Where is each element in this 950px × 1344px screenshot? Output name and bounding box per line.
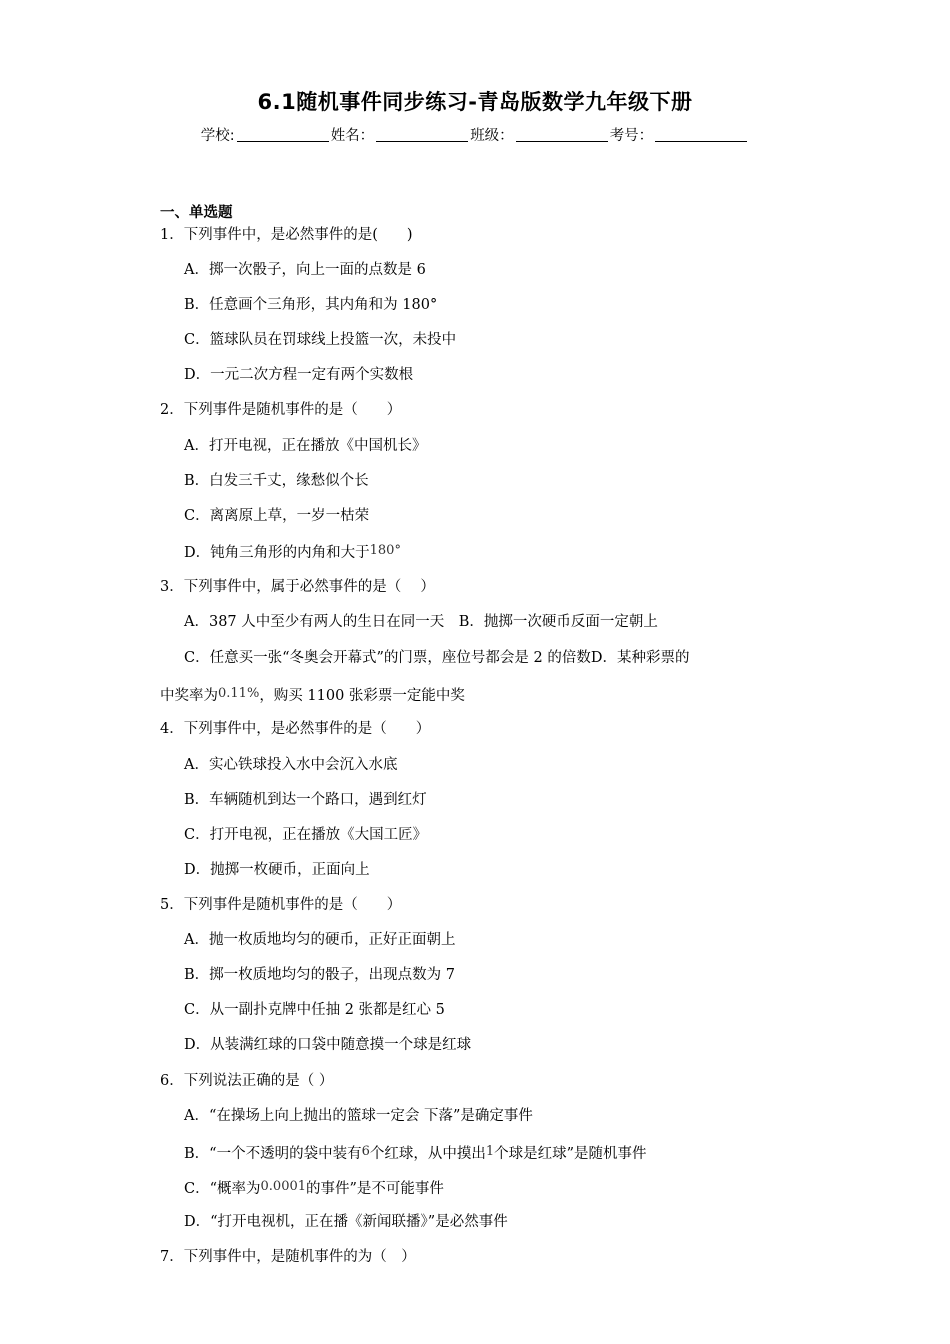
page-title: 6.1随机事件同步练习-青岛版数学九年级下册 <box>257 90 693 114</box>
name-blank[interactable] <box>376 127 468 142</box>
question-5-option-a: A．抛一枚质地均匀的硬币，正好正面朝上 <box>184 932 456 948</box>
question-6-option-c <box>184 1177 444 1199</box>
question-4-option-d: D．抛掷一枚硬币，正面向上 <box>184 862 370 878</box>
number-blank[interactable] <box>655 127 747 142</box>
question-6-option-c-post: 的事件”是不可能事件 <box>306 1181 444 1197</box>
question-2-option-a: A．打开电视，正在播放《中国机长》 <box>184 438 427 454</box>
question-2-stem: 2．下列事件是随机事件的是（ ） <box>160 402 402 418</box>
name-label: 姓名： <box>330 128 375 144</box>
question-6-option-b-mid: 个红球，从中摸出 <box>369 1146 486 1162</box>
class-label: 班级： <box>470 128 514 144</box>
question-1-option-d: D．一元二次方程一定有两个实数根 <box>184 367 414 383</box>
school-label: 学校: <box>200 128 235 144</box>
question-6-option-b-pre: B．“一个不透明的袋中装有 <box>184 1146 362 1162</box>
class-blank[interactable] <box>516 127 608 142</box>
question-3-option-d-cont <box>160 684 465 706</box>
question-6-option-b <box>184 1142 647 1164</box>
question-6-option-b-post: 个球是红球”是随机事件 <box>494 1146 647 1162</box>
student-info-line <box>0 124 950 145</box>
question-7-stem: 7．下列事件中，是随机事件的为（ ） <box>160 1249 416 1265</box>
question-4-option-c: C．打开电视，正在播放《大国工匠》 <box>184 827 428 843</box>
question-5-option-b: B．掷一枚质地均匀的骰子，出现点数为 7 <box>184 967 455 983</box>
question-5-stem: 5．下列事件是随机事件的是（ ） <box>160 897 402 913</box>
question-1-option-c: C．篮球队员在罚球线上投篮一次，未投中 <box>184 332 457 348</box>
question-1-stem: 1．下列事件中，是必然事件的是( ) <box>160 227 413 243</box>
question-3-stem: 3．下列事件中，属于必然事件的是（ ） <box>160 579 435 595</box>
question-5-option-c: C．从一副扑克牌中任抽 2 张都是红心 5 <box>184 1002 445 1018</box>
question-3-line3-pre: 中奖率为 <box>160 688 218 704</box>
question-2-option-d-text: D．钝角三角形的内角和大于 <box>184 545 370 561</box>
section-heading: 一、单选题 <box>160 205 233 221</box>
question-1-option-a: A．掷一次骰子，向上一面的点数是 6 <box>184 262 426 278</box>
question-4-option-a: A．实心铁球投入水中会沉入水底 <box>184 757 398 773</box>
question-2-option-c: C．离离原上草，一岁一枯荣 <box>184 508 370 524</box>
question-6-option-d: D．“打开电视机，正在播《新闻联播》”是必然事件 <box>184 1214 508 1230</box>
question-6-option-c-pre: C．“概率为 <box>184 1181 261 1197</box>
question-6-stem: 6．下列说法正确的是（ ） <box>160 1073 334 1089</box>
question-5-option-d: D．从装满红球的口袋中随意摸一个球是红球 <box>184 1037 472 1053</box>
question-1-option-b: B．任意画个三角形，其内角和为 180° <box>184 297 438 313</box>
question-3-line3-post: ，购买 1100 张彩票一定能中奖 <box>259 688 465 704</box>
school-blank[interactable] <box>237 127 329 142</box>
question-4-stem: 4．下列事件中，是必然事件的是（ ） <box>160 721 431 737</box>
question-6-option-b-math1: 6 <box>361 1144 370 1159</box>
question-3-options-ab: A．387 人中至少有两人的生日在同一天 B．抛掷一次硬币反面一定朝上 <box>184 614 658 630</box>
question-3-line3-math: 0.11% <box>218 686 260 701</box>
question-2-option-b: B．白发三千丈，缘愁似个长 <box>184 473 369 489</box>
question-4-option-b: B．车辆随机到达一个路口，遇到红灯 <box>184 792 427 808</box>
question-6-option-a: A．“在操场上向上抛出的篮球一定会 下落”是确定事件 <box>184 1108 533 1124</box>
question-6-option-c-math: 0.0001 <box>260 1179 307 1194</box>
question-2-option-d <box>184 541 401 563</box>
number-label: 考号： <box>609 128 654 144</box>
question-2-option-d-math: 180° <box>369 543 401 558</box>
question-3-options-cd: C．任意买一张“冬奥会开幕式”的门票，座位号都会是 2 的倍数D．某种彩票的 <box>184 650 690 666</box>
question-6-option-b-math2: 1 <box>485 1144 495 1159</box>
